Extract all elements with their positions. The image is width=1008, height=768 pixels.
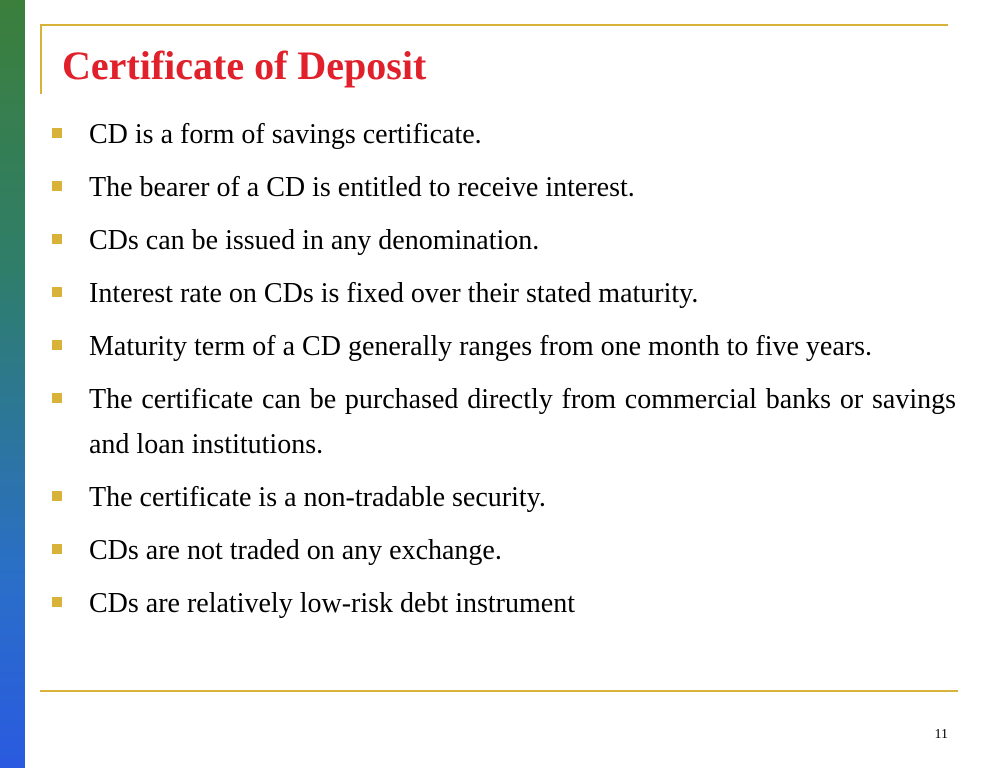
- bullet-text: CDs are relatively low-risk debt instrument: [89, 588, 575, 619]
- slide-title: Certificate of Deposit: [62, 43, 427, 88]
- bullet-item: [52, 581, 956, 626]
- square-bullet-icon: [52, 393, 62, 403]
- bullet-item: [52, 377, 956, 467]
- bullet-item: [52, 271, 956, 316]
- bullet-text: Interest rate on CDs is fixed over their stated maturity.: [89, 278, 699, 309]
- bottom-divider: [40, 690, 958, 692]
- bullet-item: [52, 528, 956, 573]
- bullet-text: The bearer of a CD is entitled to receive interest.: [89, 172, 635, 203]
- square-bullet-icon: [52, 597, 62, 607]
- bullet-list: [52, 112, 956, 634]
- bullet-item: [52, 165, 956, 210]
- page-number: 11: [934, 727, 948, 742]
- top-divider: [40, 24, 948, 26]
- bullet-text: CDs are not traded on any exchange.: [89, 535, 502, 566]
- square-bullet-icon: [52, 491, 62, 501]
- square-bullet-icon: [52, 181, 62, 191]
- bullet-item: [52, 112, 956, 157]
- square-bullet-icon: [52, 544, 62, 554]
- bullet-text: CD is a form of savings certificate.: [89, 119, 482, 150]
- square-bullet-icon: [52, 128, 62, 138]
- bullet-text: Maturity term of a CD generally ranges from one month to five years.: [89, 331, 872, 362]
- bullet-text: CDs can be issued in any denomination.: [89, 225, 540, 256]
- bullet-item: [52, 475, 956, 520]
- square-bullet-icon: [52, 340, 62, 350]
- bullet-item: [52, 324, 956, 369]
- square-bullet-icon: [52, 287, 62, 297]
- bullet-text: The certificate can be purchased directly from commercial banks or savings and loan institutions.: [89, 384, 956, 460]
- bullet-text: The certificate is a non-tradable security.: [89, 482, 546, 513]
- bullet-item: [52, 218, 956, 263]
- square-bullet-icon: [52, 234, 62, 244]
- title-left-divider: [40, 24, 42, 94]
- side-accent-bar: [0, 0, 25, 768]
